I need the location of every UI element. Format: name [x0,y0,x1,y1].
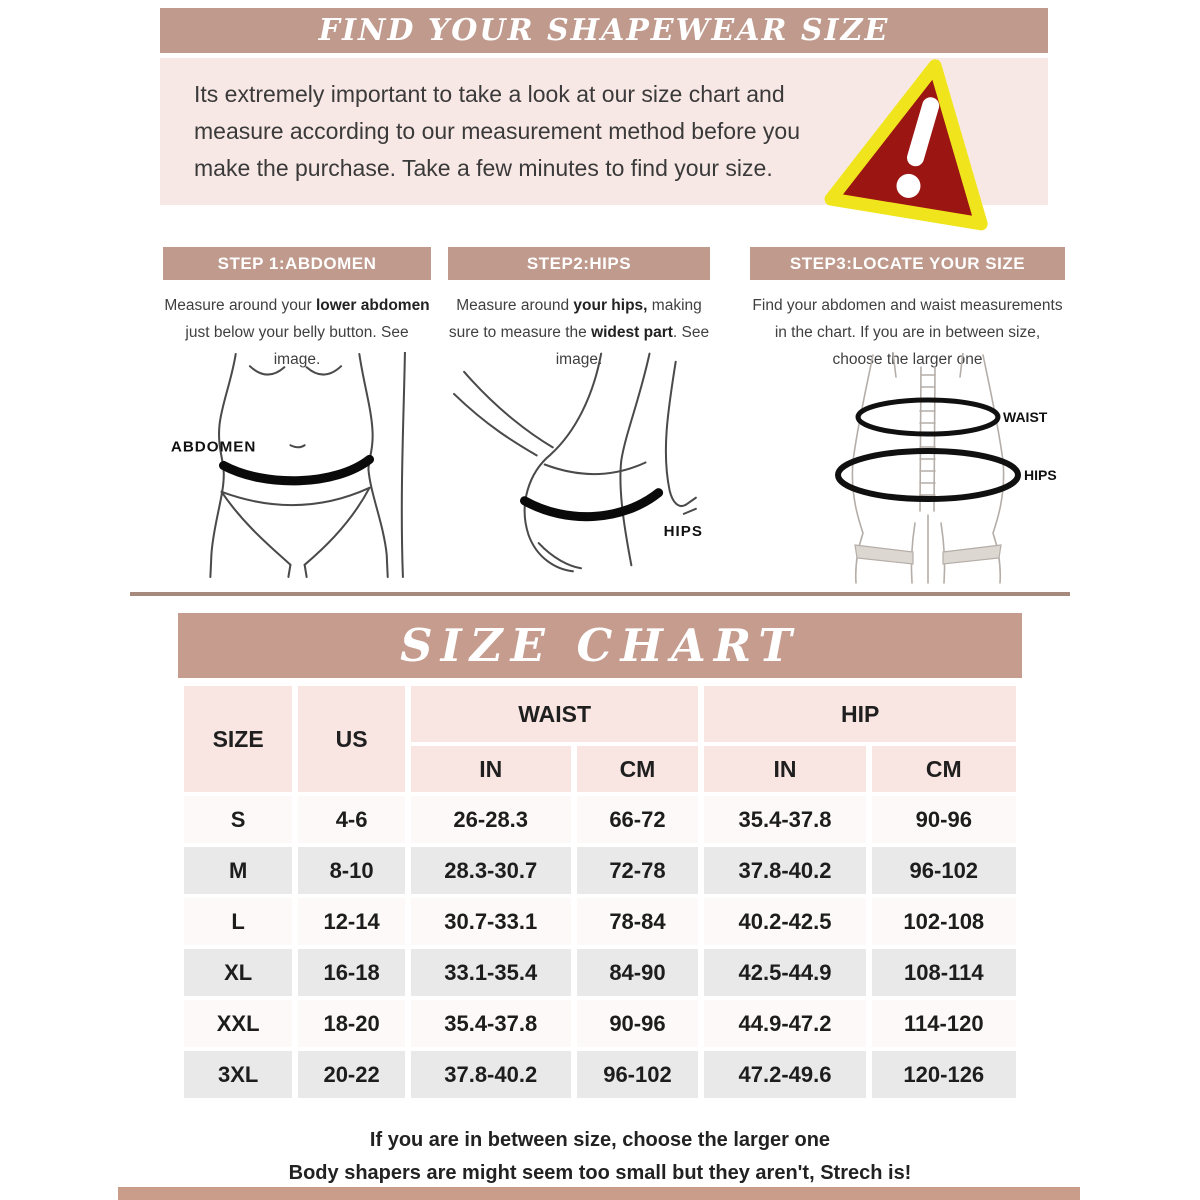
table-row-s [184,796,1016,843]
cell: 8-10 [298,847,405,894]
size-chart-title: SIZE CHART [178,613,1022,678]
step1-text-bold: lower abdomen [315,297,430,314]
cell: XL [184,949,292,996]
cell: L [184,898,292,945]
cell: 35.4-37.8 [411,1000,571,1047]
step2-text-1: Measure around [456,297,574,314]
table-row-l [184,898,1016,945]
step1-title: STEP 1:ABDOMEN [163,247,431,280]
size-chart-table [178,682,1022,1102]
cell: S [184,796,292,843]
cell: 47.2-49.6 [704,1051,865,1098]
col-header-waist-cm: CM [577,746,699,792]
intro-text: Its extremely important to take a look at our size chart and measure according to our measurement method before you make the purchase. Take a few minutes to find your size. [194,81,800,181]
col-header-waist: WAIST [411,686,698,742]
cell: 42.5-44.9 [704,949,865,996]
page-title: FIND YOUR SHAPEWEAR SIZE [160,8,1048,53]
cell: 44.9-47.2 [704,1000,865,1047]
col-header-hip-in: IN [704,746,865,792]
abdomen-label: ABDOMEN [170,438,257,456]
step2-text-3: . See image. [555,324,710,368]
warning-triangle-icon [818,46,1018,246]
cell: 102-108 [872,898,1016,945]
hips-label-2: HIPS [1024,467,1057,483]
cell: 33.1-35.4 [411,949,571,996]
cell: 66-72 [577,796,699,843]
step1-text-1: Measure around your [164,297,316,314]
cell: 90-96 [577,1000,699,1047]
col-header-hip-cm: CM [872,746,1016,792]
col-header-hip: HIP [704,686,1016,742]
cell: 26-28.3 [411,796,571,843]
cell: 96-102 [872,847,1016,894]
step2-text-2: making sure to measure the [448,297,702,341]
table-row-m [184,847,1016,894]
step3-title: STEP3:LOCATE YOUR SIZE [750,247,1065,280]
hips-diagram [452,350,714,580]
cell: 3XL [184,1051,292,1098]
col-header-size: SIZE [184,686,292,792]
cell: 84-90 [577,949,699,996]
step2-text-bold-2: widest part [591,324,673,341]
locate-size-diagram [795,353,1067,585]
cell: 28.3-30.7 [411,847,571,894]
cell: 96-102 [577,1051,699,1098]
table-row-xl [184,949,1016,996]
table-header-row-1 [184,686,1016,742]
table-row-xxl [184,1000,1016,1047]
cell: 18-20 [298,1000,405,1047]
cell: 12-14 [298,898,405,945]
cell: 4-6 [298,796,405,843]
bottom-section-bar [118,1187,1080,1200]
footer-notes [0,1124,1200,1190]
waist-label: WAIST [1003,409,1048,425]
cell: 37.8-40.2 [411,1051,571,1098]
section-divider [130,592,1070,596]
step2-text-bold-1: your hips, [573,297,648,314]
cell: 108-114 [872,949,1016,996]
cell: 90-96 [872,796,1016,843]
col-header-us: US [298,686,405,792]
footer-note-2: Body shapers are might seem too small but they aren't, Strech is! [288,1162,912,1184]
table-row-3xl [184,1051,1016,1098]
step1-text-2: just below your belly button. See image. [185,324,409,368]
step3-description: Find your abdomen and waist measurements in the chart. If you are in between size, choose the larger one [752,297,1063,368]
cell: 72-78 [577,847,699,894]
footer-note-1: If you are in between size, choose the larger one [369,1129,831,1151]
step2-title: STEP2:HIPS [448,247,710,280]
cell: 114-120 [872,1000,1016,1047]
abdomen-diagram [168,352,423,580]
cell: M [184,847,292,894]
cell: 120-126 [872,1051,1016,1098]
cell: XXL [184,1000,292,1047]
cell: 40.2-42.5 [704,898,865,945]
cell: 37.8-40.2 [704,847,865,894]
cell: 20-22 [298,1051,405,1098]
hips-label: HIPS [663,523,703,541]
cell: 78-84 [577,898,699,945]
cell: 35.4-37.8 [704,796,865,843]
cell: 16-18 [298,949,405,996]
col-header-waist-in: IN [411,746,571,792]
cell: 30.7-33.1 [411,898,571,945]
